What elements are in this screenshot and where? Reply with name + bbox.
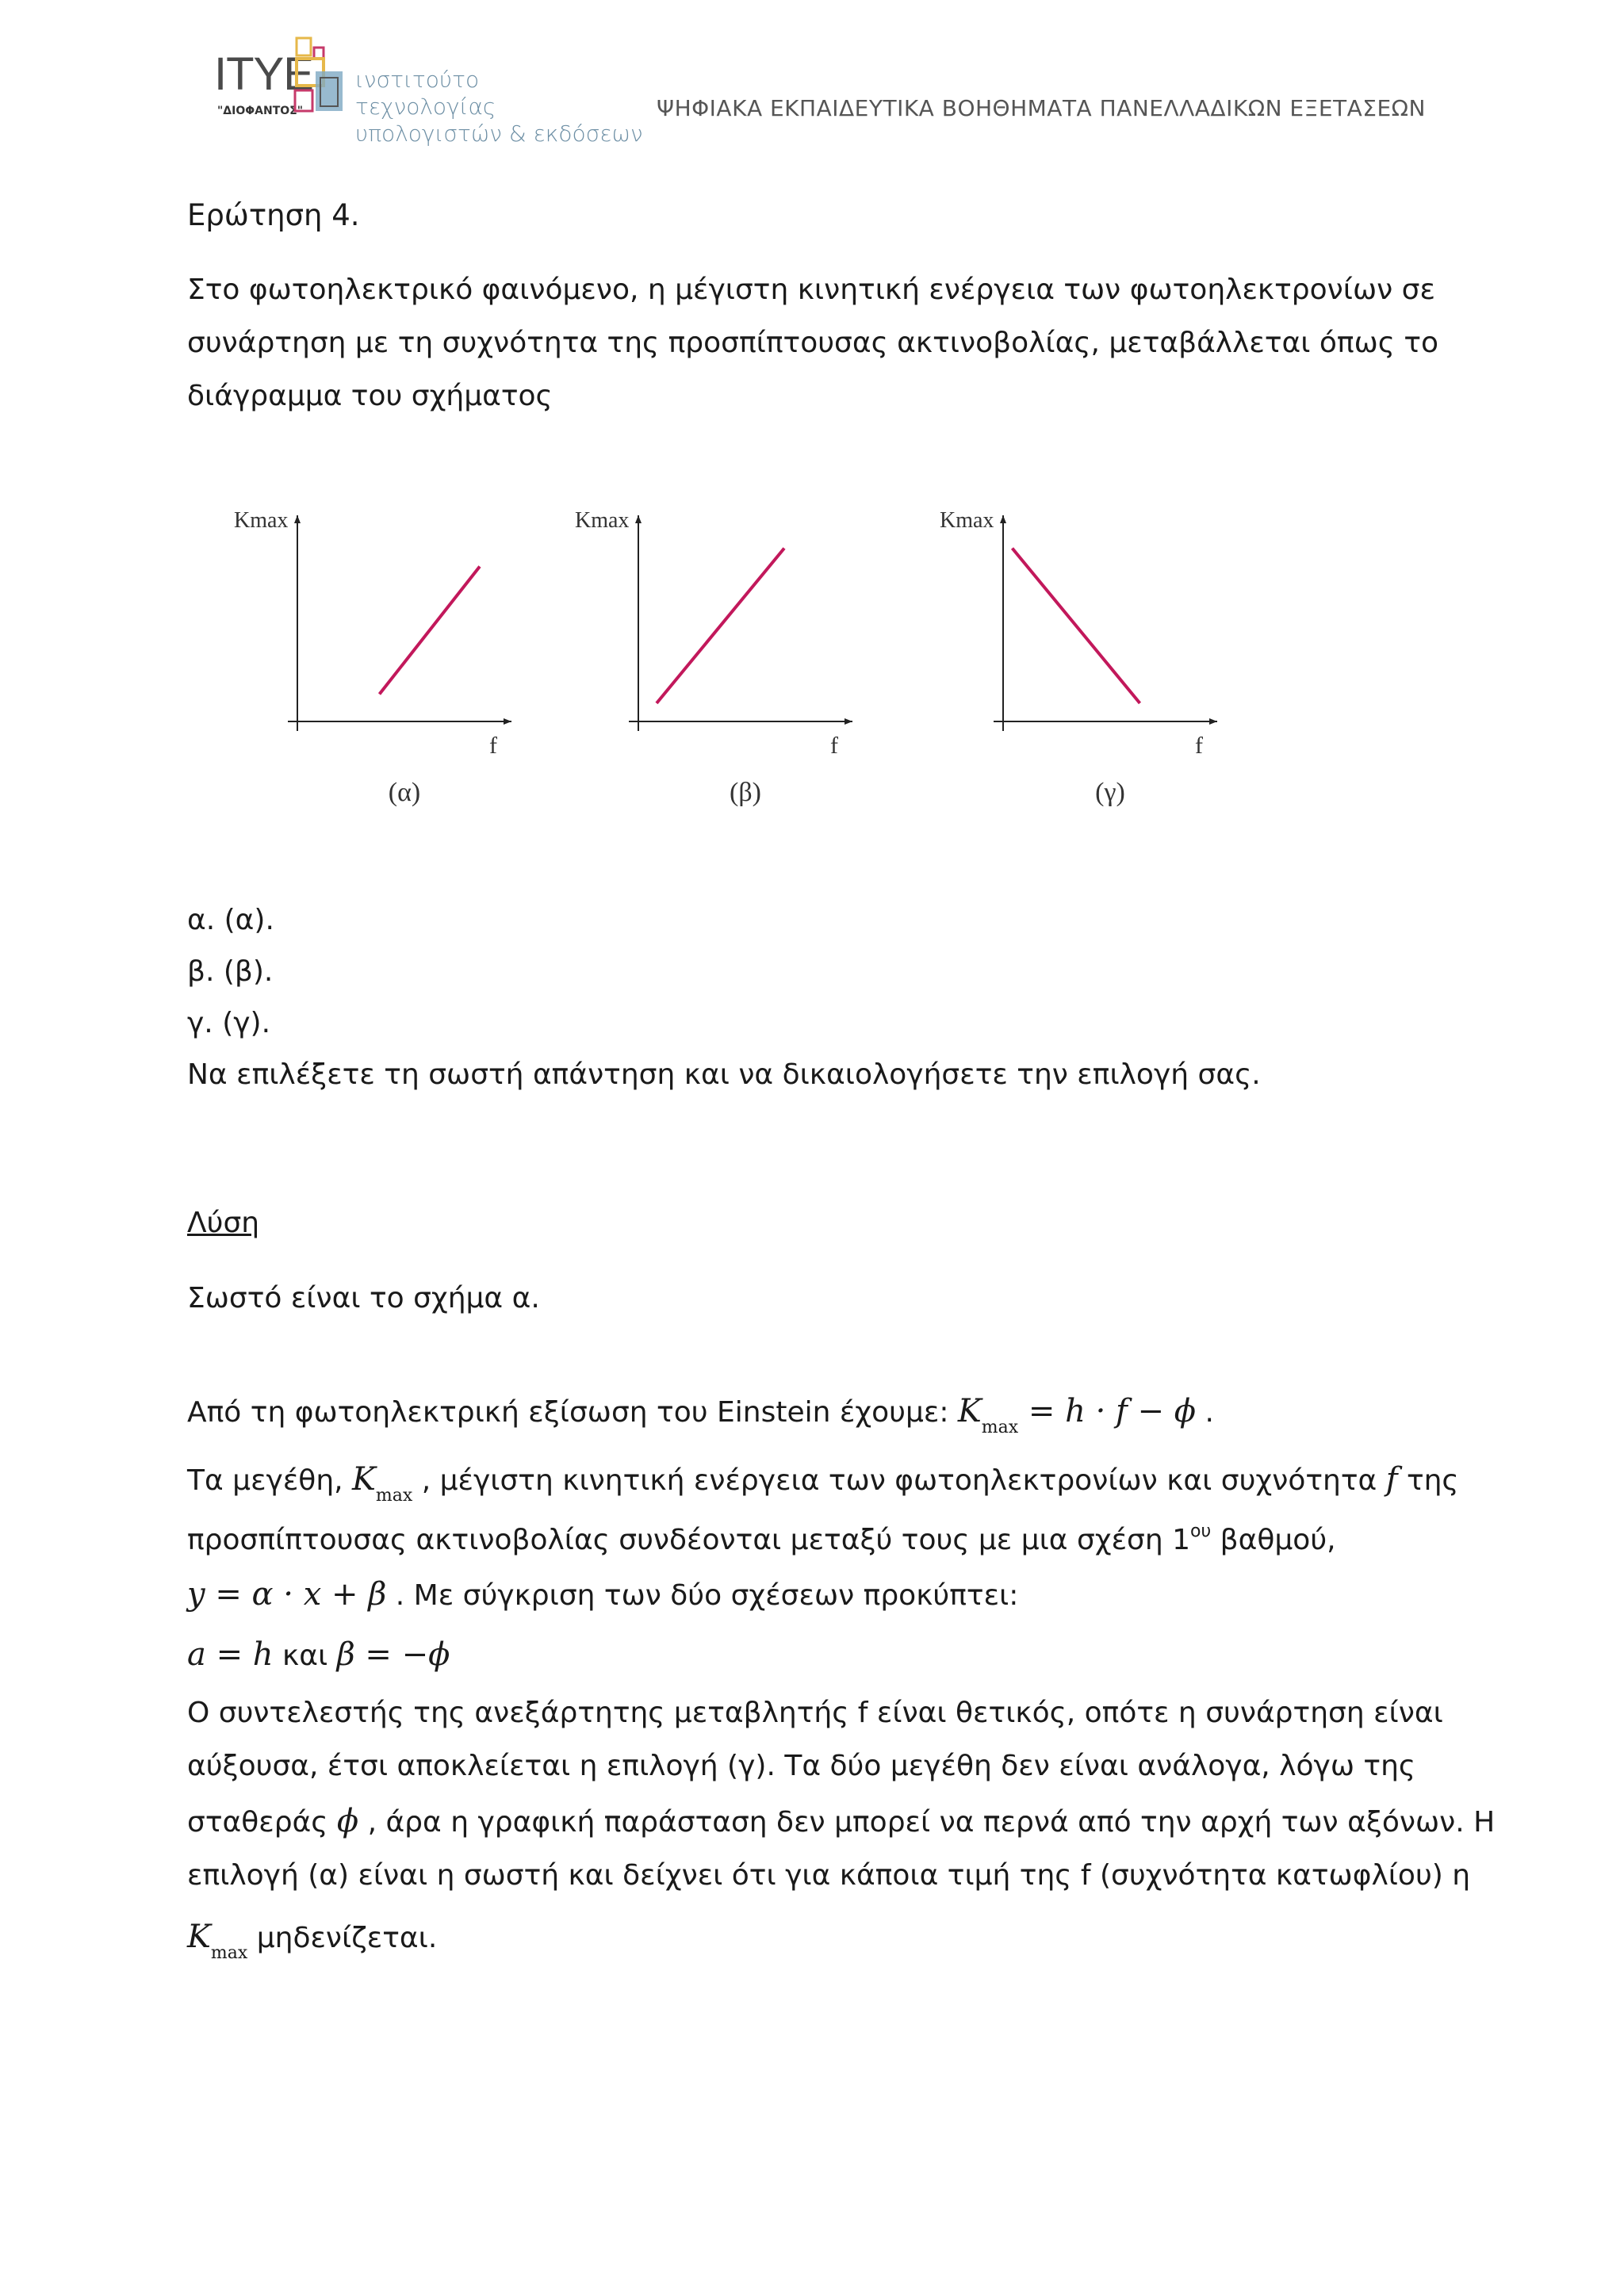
p8-a: σταθεράς (187, 1806, 337, 1839)
paragraph-line-6: Ο συντελεστής της ανεξάρτητης μεταβλητής f είναι θετικός, οπότε η συνάρτηση είναι (187, 1697, 1443, 1729)
p4-text: . Με σύγκριση των δύο σχέσεων προκύπτει: (386, 1579, 1019, 1612)
chart-2-x-arrow (1209, 718, 1217, 725)
question-text-line-1: Στο φωτοηλεκτρικό φαινόμενο, η μέγιστη κινητική ενέργεια των φωτοηλεκτρονίων σε (187, 274, 1435, 306)
option-c: γ. (γ). (187, 1007, 271, 1039)
logo-emblem-icon (292, 32, 347, 135)
logo-line-1: ινστιτούτο (355, 67, 480, 93)
einstein-suffix: . (1196, 1396, 1214, 1429)
chart-2-series-line (1013, 549, 1140, 704)
p2-a: Τα μεγέθη, (187, 1464, 353, 1497)
chart-2-xlabel: f (1195, 733, 1203, 759)
p3-a: προσπίπτουσας ακτινοβολίας συνδέονται μεταξύ τους με μια σχέση 1 (187, 1524, 1191, 1556)
chart-2-ylabel: Kmax (940, 508, 994, 533)
chart-2-title: (γ) (1095, 778, 1125, 807)
paragraph-line-9: επιλογή (α) είναι η σωστή και δείχνει ότι για κάποια τιμή της f (συχνότητα κατωφλίου) η (187, 1859, 1471, 1892)
p3-b: βαθμού, (1211, 1524, 1336, 1556)
chart-1-xlabel: f (830, 733, 838, 759)
einstein-line (187, 1393, 1214, 1437)
instruction: Να επιλέξετε τη σωστή απάντηση και να δικαιολογήσετε την επιλογή σας. (187, 1058, 1261, 1091)
logo-line-2: τεχνολογίας (355, 94, 496, 120)
p4-eq: y = α · x + β (187, 1576, 387, 1613)
paragraph-line-7: αύξουσα, έτσι αποκλείεται η επιλογή (γ). Τα δύο μεγέθη δεν είναι ανάλογα, λόγω της (187, 1750, 1416, 1782)
p2-f: f (1385, 1461, 1398, 1498)
paragraph-line-5 (187, 1636, 450, 1673)
paragraph-line-4 (187, 1576, 1018, 1613)
chart-1-series-line (657, 549, 784, 704)
chart-1-x-arrow (845, 718, 852, 725)
p5-eq1: a = h (187, 1636, 274, 1673)
p2-k: K (352, 1461, 376, 1498)
paragraph-line-2 (187, 1461, 1459, 1506)
page-header (0, 0, 1624, 159)
p8-phi: ϕ (336, 1803, 359, 1839)
chart-0-xlabel: f (489, 733, 497, 759)
logo-wordmark: ITYE (214, 48, 313, 100)
p2-sub: max (375, 1486, 413, 1506)
chart-1-y-arrow (635, 515, 642, 523)
option-b: β. (β). (187, 955, 274, 988)
p10-sub: max (210, 1943, 248, 1963)
p10-k: K (187, 1919, 211, 1955)
logo-subtitle: "ΔΙΟΦΑΝΤΟΣ" (217, 105, 304, 117)
paragraph-line-10 (187, 1919, 438, 1963)
chart-0-ylabel: Kmax (234, 508, 289, 533)
p2-c: της (1397, 1464, 1459, 1497)
itye-logo (214, 32, 643, 147)
chart-0-series-line (380, 567, 481, 695)
paragraph-line-3 (187, 1521, 1336, 1556)
p8-b: , άρα η γραφική παράσταση δεν μπορεί να περνά από την αρχή των αξόνων. Η (358, 1806, 1496, 1839)
paragraph-line-8 (187, 1803, 1495, 1839)
einstein-eq-k: K (957, 1393, 982, 1429)
solution-heading: Λύση (187, 1207, 260, 1239)
option-a: α. (α). (187, 904, 274, 936)
logo-text (355, 67, 643, 147)
chart-1-ylabel: Kmax (575, 508, 630, 533)
einstein-eq-rest: = h · f − ϕ (1018, 1393, 1197, 1429)
solution-correct: Σωστό είναι το σχήμα α. (187, 1282, 540, 1314)
kmax-charts-svg (222, 476, 1293, 825)
kmax-vs-f-figure (222, 476, 1293, 825)
einstein-prefix: Από τη φωτοηλεκτρική εξίσωση του Einstein έχουμε: (187, 1396, 958, 1429)
einstein-eq-sub: max (981, 1418, 1019, 1437)
chart-0-x-arrow (504, 718, 511, 725)
p3-sup: ου (1190, 1521, 1212, 1541)
p10-text: μηδενίζεται. (247, 1922, 438, 1954)
p5-eq2: β = −ϕ (336, 1636, 450, 1673)
chart-2-y-arrow (1000, 515, 1006, 523)
logo-line-3: υπολογιστών & εκδόσεων (355, 121, 643, 147)
p5-and: και (273, 1640, 337, 1672)
question-heading: Ερώτηση 4. (187, 198, 360, 232)
question-text-line-2: συνάρτηση με τη συχνότητα της προσπίπτουσας ακτινοβολίας, μεταβάλλεται όπως το (187, 327, 1439, 359)
chart-0-y-arrow (294, 515, 301, 523)
header-title: ΨΗΦΙΑΚΑ ΕΚΠΑΙΔΕΥΤΙΚΑ ΒΟΗΘΗΜΑΤΑ ΠΑΝΕΛΛΑΔΙΚΩΝ ΕΞΕΤΑΣΕΩΝ (657, 95, 1426, 121)
p2-b: , μέγιστη κινητική ενέργεια των φωτοηλεκτρονίων και συχνότητα (412, 1464, 1386, 1497)
question-text-line-3: διάγραμμα του σχήματος (187, 380, 553, 412)
chart-0-title: (α) (388, 778, 421, 807)
chart-1-title: (β) (730, 778, 761, 807)
